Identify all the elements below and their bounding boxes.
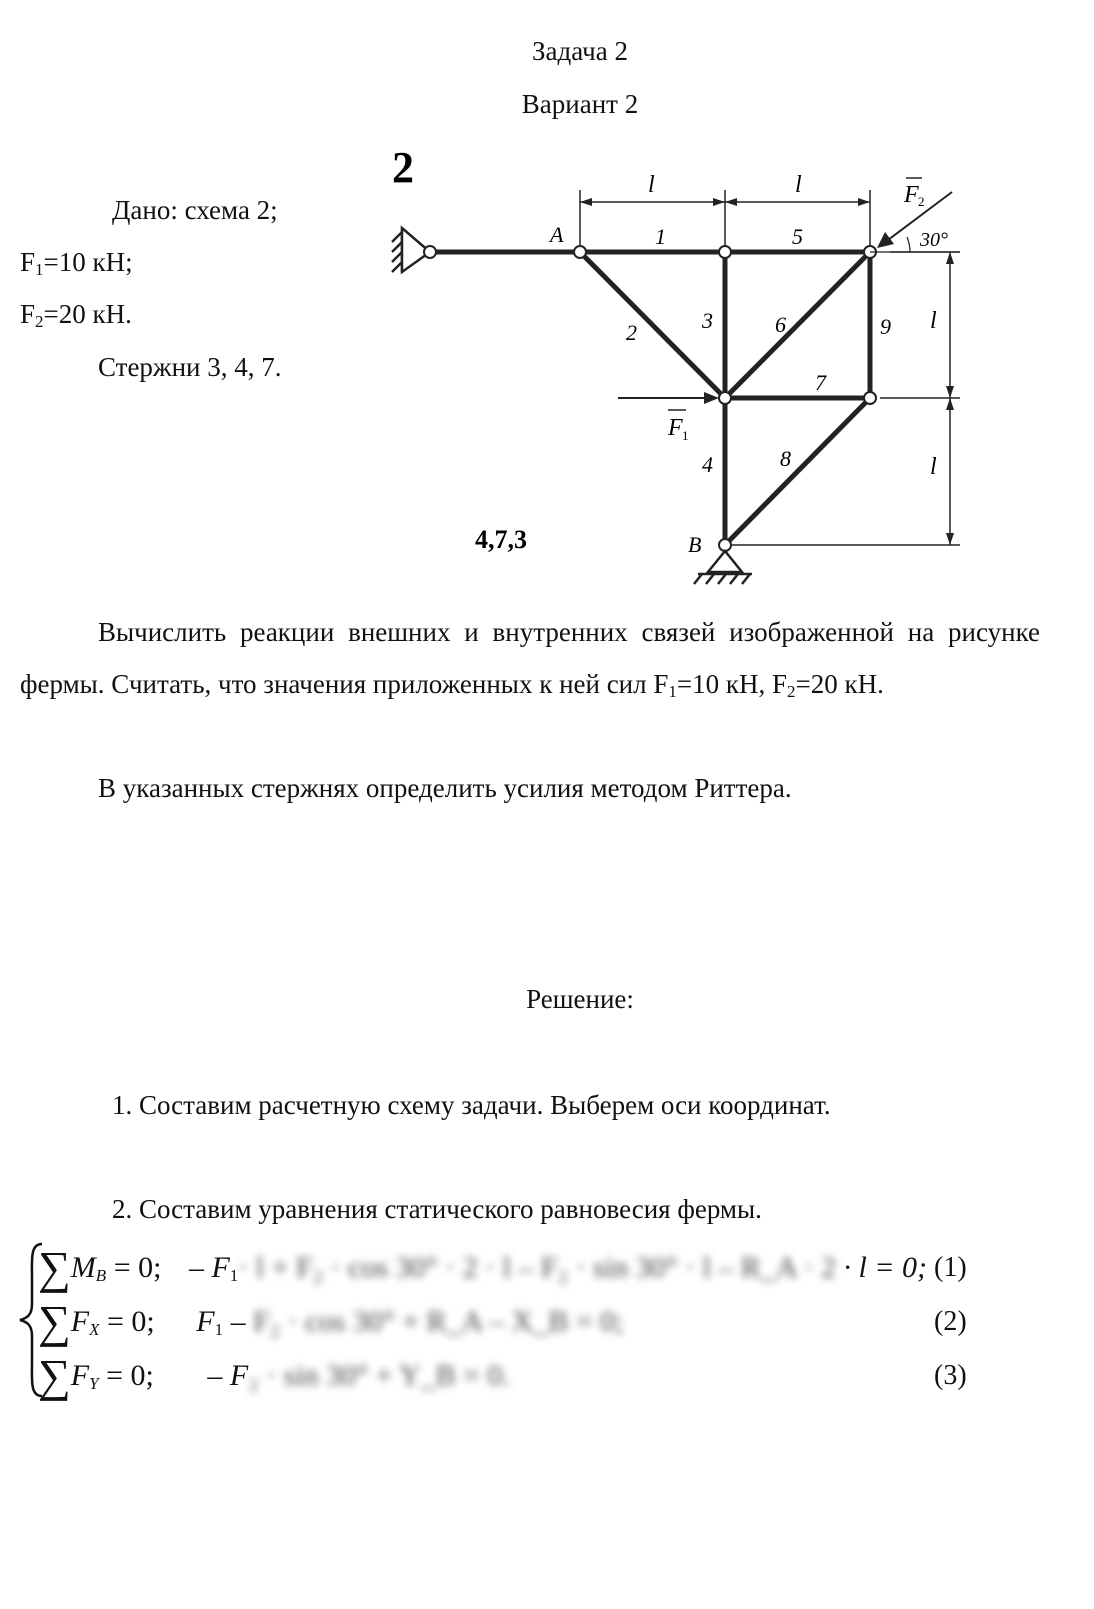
svg-text:3: 3 bbox=[702, 308, 713, 333]
svg-text:5: 5 bbox=[792, 224, 803, 249]
force-f2-arrow bbox=[870, 178, 960, 252]
top-dimensions bbox=[580, 190, 870, 250]
svg-text:F: F bbox=[668, 415, 683, 441]
equation-2-number: (2) bbox=[934, 1306, 967, 1337]
task-method: В указанных стержнях определить усилия методом Риттера. bbox=[98, 773, 792, 803]
svg-text:1: 1 bbox=[682, 428, 689, 443]
truss-diagram bbox=[380, 140, 980, 590]
svg-text:7: 7 bbox=[815, 370, 826, 395]
node-b-label: B bbox=[688, 532, 702, 557]
bottom-support bbox=[694, 551, 752, 584]
dim-l-1: l bbox=[648, 172, 655, 198]
rod-labels bbox=[626, 224, 891, 477]
solution-step-1: 1. Составим расчетную схему задачи. Выберем оси координат. bbox=[112, 1090, 831, 1120]
svg-text:8: 8 bbox=[780, 446, 791, 471]
svg-text:1: 1 bbox=[655, 224, 666, 249]
svg-text:F: F bbox=[904, 182, 919, 208]
dim-l-2: l bbox=[795, 172, 802, 198]
variant-label: Вариант 2 bbox=[521, 89, 639, 119]
angle-label: 30° bbox=[920, 229, 948, 251]
given-f2: $F_2=20$ кН. bbox=[20, 299, 132, 331]
scheme-number: 2 bbox=[392, 143, 414, 192]
svg-text:2: 2 bbox=[918, 194, 925, 209]
solution-step-2: 2. Составим уравнения статического равновесия фермы. bbox=[112, 1194, 762, 1224]
svg-text:9: 9 bbox=[880, 314, 891, 339]
dim-l-3: l bbox=[930, 308, 937, 334]
svg-text:6: 6 bbox=[775, 312, 786, 337]
given-rods: Стержни 3, 4, 7. bbox=[98, 352, 282, 382]
equation-3: $\sum F_Y = 0$; – F₂ · sin 30° + Y_B = 0. bbox=[38, 1350, 511, 1401]
given-f1: $F_1=10$ кН; bbox=[20, 247, 133, 279]
node-a-label: A bbox=[550, 222, 564, 247]
svg-text:2: 2 bbox=[626, 320, 637, 345]
equation-2: $\sum F_X = 0$; $F_1 - F_2 \cdot \cos 30^\circ$ + R_A – X_B = 0; bbox=[38, 1296, 624, 1347]
solution-title: Решение: bbox=[526, 984, 634, 1014]
force-f1-arrow bbox=[618, 392, 719, 443]
equation-1: $\sum M_B = 0$; – $F_1\cdot l + F_2 \cdot \cos 30^\circ \cdot 2 \cdot l - F_2 \cdot \sin 30^\circ \cdot l$ – R_A · 2 · l = 0; bbox=[38, 1242, 928, 1293]
task-paragraph: Вычислить реакции внешних и внутренних связей изображенной на рисунке фермы. Считать, что значения приложенных к ней сил $F_1=10$ кН, $F_2=20$ кН. bbox=[20, 617, 1040, 701]
svg-text:4: 4 bbox=[702, 452, 713, 477]
equation-3-number: (3) bbox=[934, 1360, 967, 1391]
given-scheme: Дано: схема 2; bbox=[112, 195, 278, 225]
rods-order-label: 4,7,3 bbox=[475, 525, 527, 554]
equation-1-number: (1) bbox=[934, 1252, 967, 1283]
task-title: Задача 2 bbox=[532, 36, 628, 66]
dim-l-4: l bbox=[930, 454, 937, 480]
